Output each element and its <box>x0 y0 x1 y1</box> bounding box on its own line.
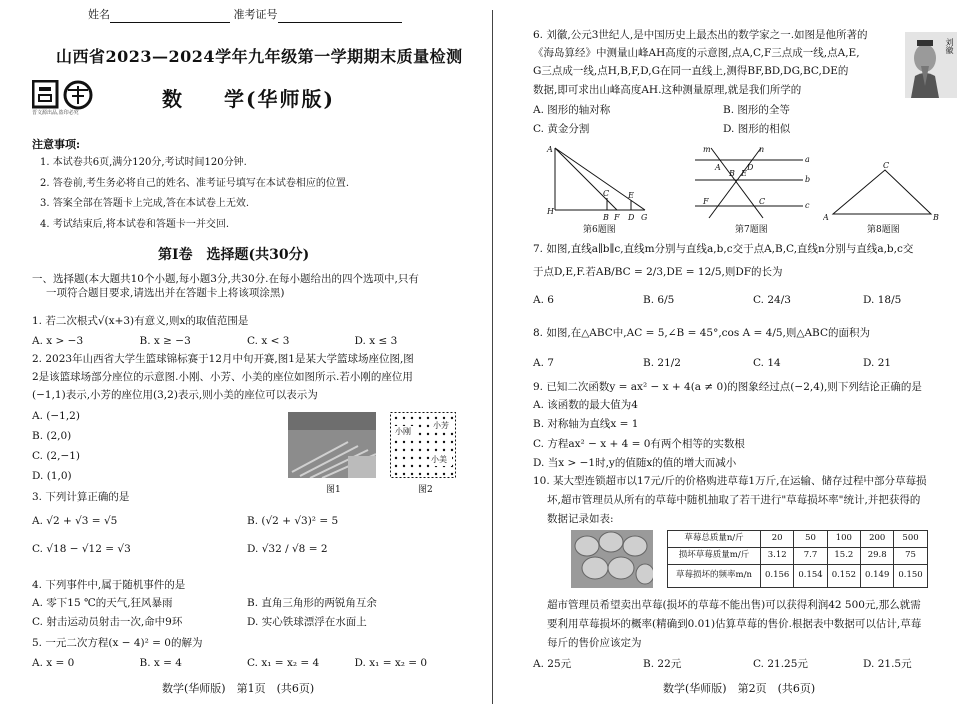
q10-stem: 数据记录如表: <box>547 513 614 526</box>
q9-options <box>533 398 973 470</box>
stadium-photo <box>288 412 376 478</box>
question-7 <box>533 242 973 308</box>
svg-text:E: E <box>741 169 747 178</box>
section-title: 第Ⅰ卷 选择题(共30分) <box>158 247 310 263</box>
fig7-caption: 第7题图 <box>735 225 768 235</box>
svg-text:E: E <box>628 191 634 200</box>
question-10 <box>533 474 973 527</box>
id-label: 准考证号 <box>233 8 278 21</box>
fig1-caption: 图1 <box>326 485 341 495</box>
option[interactable]: D. 实心铁球漂浮在水面上 <box>247 616 367 629</box>
subject-part-b: 学(华师版) <box>224 87 335 111</box>
q7-options <box>533 293 973 307</box>
q2-stem: 2是该篮球场部分座位的示意图.小刚、小芳、小美的座位如图所示.若小刚的座位用 <box>32 371 413 384</box>
q7-stem: 于点D,E,F.若AB/BC = 2/3,DE = 12/5,则DF的长为 <box>533 266 783 279</box>
option[interactable]: B. x = 4 <box>139 657 182 670</box>
svg-text:B: B <box>603 213 609 222</box>
notice-item: 2. 答卷前,考生务必将自己的姓名、准考证号填写在本试卷相应的位置. <box>40 177 350 189</box>
table-cell: 200 <box>861 531 894 548</box>
option[interactable]: D. √32 / √8 = 2 <box>247 543 328 556</box>
svg-text:A: A <box>547 146 553 154</box>
svg-text:D: D <box>628 213 635 222</box>
row-label: 损坏草莓质量m/斤 <box>668 548 761 565</box>
option[interactable]: A. 该函数的最大值为4 <box>533 399 638 412</box>
q4-options <box>32 596 462 629</box>
label-xiaogang: 小刚 <box>395 427 411 436</box>
q6-line: 数据,即可求出山峰高度AH.这种测量原理,就是我们所学的 <box>533 83 802 96</box>
option[interactable]: A. 零下15 ℃的天气,狂风暴雨 <box>32 597 173 610</box>
fig6-caption: 第6题图 <box>583 225 616 235</box>
svg-text:A: A <box>823 213 829 222</box>
table-row <box>668 531 928 548</box>
option[interactable]: C. 射击运动员射击一次,命中9环 <box>32 616 183 629</box>
question-4 <box>32 578 462 630</box>
option[interactable]: B. 直角三角形的两锐角互余 <box>247 597 377 610</box>
option[interactable]: C. 黄金分割 <box>533 122 590 135</box>
name-line <box>110 10 230 23</box>
option[interactable]: B. 对称轴为直线x = 1 <box>533 418 639 431</box>
intro-line: 一项符合题目要求,请选出并在答题卡上将该项涂黑) <box>46 287 285 300</box>
svg-text:D: D <box>747 163 754 172</box>
exam-title: 山西省2023—2024学年九年级第一学期期末质量检测 <box>56 47 463 66</box>
q4-stem: 4. 下列事件中,属于随机事件的是 <box>32 579 186 591</box>
q3-options <box>32 514 462 556</box>
option[interactable]: A. (−1,2) <box>32 409 80 422</box>
fig7-diagram <box>691 146 811 222</box>
svg-text:n: n <box>759 146 765 154</box>
label-xiaomei: 小美 <box>431 455 447 464</box>
q7-stem: 7. 如图,直线a∥b∥c,直线m分别与直线a,b,c交于点A,B,C,直线n分别与直线a,b,c交 <box>533 243 914 255</box>
q6-line: 6. 刘徽,公元3世纪人,是中国历史上最杰出的数学家之一.如图是他所著的 <box>533 29 868 41</box>
q8-stem: 8. 如图,在△ABC中,AC = 5,∠B = 45°,cos A = 4/5,则△ABC的面积为 <box>533 327 870 339</box>
q1-options <box>32 334 462 348</box>
fig8-diagram <box>823 160 943 222</box>
option[interactable]: D. x ≤ 3 <box>354 335 398 348</box>
name-label: 姓名 <box>88 8 110 21</box>
option[interactable]: D. 18/5 <box>863 294 902 307</box>
table-cell: 15.2 <box>827 548 860 565</box>
option[interactable]: B. 21/2 <box>643 357 681 370</box>
table-cell: 100 <box>827 531 860 548</box>
svg-text:m: m <box>703 146 711 154</box>
question-3 <box>32 490 462 556</box>
table-cell: 75 <box>894 548 927 565</box>
option[interactable]: A. 25元 <box>533 657 572 670</box>
fig6-diagram <box>545 146 655 222</box>
publisher-logo <box>32 80 106 118</box>
table-cell: 500 <box>894 531 927 548</box>
table-cell: 0.150 <box>894 565 927 588</box>
svg-text:F: F <box>703 197 709 206</box>
option[interactable]: C. 14 <box>753 357 781 370</box>
option[interactable]: B. x ≥ −3 <box>139 335 191 348</box>
table-cell: 3.12 <box>761 548 794 565</box>
option[interactable]: A. x = 0 <box>32 657 75 670</box>
logo-tag: 晋文源出品,盗印必究 <box>32 110 79 116</box>
footer-page-2: 数学(华师版) 第2页 (共6页) <box>663 682 816 695</box>
q1-stem: 1. 若二次根式√(x+3)有意义,则x的取值范围是 <box>32 315 249 327</box>
table-row <box>668 565 928 588</box>
q6-line: 《海岛算经》中测量山峰AH高度的示意图,点A,C,F三点成一线,点A,E, <box>533 47 860 60</box>
question-8 <box>533 326 973 370</box>
option[interactable]: C. √18 − √12 = √3 <box>32 543 131 556</box>
q2-stem: (−1,1)表示,小芳的座位用(3,2)表示,则小美的座位可以表示为 <box>32 389 318 402</box>
svg-text:C: C <box>883 161 890 170</box>
notice-item: 3. 答案全部在答题卡上完成,答在本试卷上无效. <box>40 198 250 209</box>
svg-text:A: A <box>715 163 721 172</box>
q10-text: 超市管理员希望卖出草莓(损坏的草莓不能出售)可以获得利润42 500元,那么就需 <box>547 599 921 611</box>
table-cell: 50 <box>794 531 827 548</box>
table-cell: 0.154 <box>794 565 827 588</box>
fig2-caption: 图2 <box>418 485 433 495</box>
strawberry-photo <box>571 530 653 588</box>
svg-text:C: C <box>603 189 610 198</box>
q5-options <box>32 656 462 670</box>
svg-text:c: c <box>805 201 810 210</box>
option[interactable]: C. x₁ = x₂ = 4 <box>247 657 320 670</box>
option[interactable]: C. 24/3 <box>753 294 791 307</box>
option[interactable]: C. 21.25元 <box>753 657 808 670</box>
seat-grid <box>390 412 456 478</box>
notice-title: 注意事项: <box>32 138 81 151</box>
svg-text:b: b <box>805 175 811 184</box>
liuhui-portrait <box>905 32 957 98</box>
q9-stem: 9. 已知二次函数y = ax² − x + 4(a ≠ 0)的图象经过点(−2,4),则下列结论正确的是 <box>533 381 922 393</box>
question-6 <box>533 28 903 136</box>
option[interactable]: A. 7 <box>533 357 554 370</box>
option[interactable]: B. 22元 <box>643 657 682 670</box>
option[interactable]: D. x₁ = x₂ = 0 <box>354 657 428 670</box>
table-cell: 20 <box>761 531 794 548</box>
row-label: 草莓总质量n/斤 <box>668 531 761 548</box>
option[interactable]: D. 当x > −1时,y的值随x的值的增大而减小 <box>533 456 737 469</box>
svg-text:a: a <box>805 155 810 164</box>
question-9 <box>533 380 973 470</box>
q8-options <box>533 356 973 370</box>
option[interactable]: D. 21 <box>863 357 892 370</box>
notice-list <box>40 156 349 238</box>
svg-text:B: B <box>933 213 939 222</box>
footer-page-1: 数学(华师版) 第1页 (共6页) <box>162 682 315 695</box>
label-xiaofang: 小芳 <box>433 421 449 430</box>
svg-text:G: G <box>641 213 648 222</box>
option[interactable]: B. (√2 + √3)² = 5 <box>247 515 339 528</box>
table-cell: 29.8 <box>861 548 894 565</box>
option[interactable]: B. 6/5 <box>643 294 675 307</box>
question-1 <box>32 314 462 348</box>
table-row <box>668 548 928 565</box>
fig8-caption: 第8题图 <box>867 225 900 235</box>
question-5 <box>32 636 462 670</box>
option[interactable]: A. √2 + √3 = √5 <box>32 515 118 528</box>
option[interactable]: D. 21.5元 <box>863 657 912 670</box>
svg-text:B: B <box>729 169 735 178</box>
notice-item: 4. 考试结束后,将本试卷和答题卡一并交回. <box>40 218 230 230</box>
option[interactable]: D. (1,0) <box>32 470 72 483</box>
q10-text: 每斤的售价应该定为 <box>547 637 642 650</box>
svg-text:C: C <box>759 197 766 206</box>
intro-line: 一、选择题(本大题共10个小题,每小题3分,共30分.在每小题给出的四个选项中,只有 <box>32 273 419 285</box>
logo-icon <box>32 80 106 110</box>
q10-options <box>533 657 973 671</box>
svg-text:H: H <box>547 207 554 216</box>
q10-text: 要利用草莓损坏的概率(精确到0.01)估算草莓的售价.根据表中数据可以估计,草莓 <box>547 618 922 631</box>
table-cell: 0.156 <box>761 565 794 588</box>
option[interactable]: B. (2,0) <box>32 429 72 442</box>
portrait-label: 刘徽 <box>945 38 954 54</box>
option[interactable]: C. 方程ax² − x + 4 = 0有两个相等的实数根 <box>533 437 745 450</box>
table-cell: 0.152 <box>827 565 860 588</box>
option[interactable]: A. 图形的轴对称 <box>533 103 611 116</box>
q3-stem: 3. 下列计算正确的是 <box>32 491 130 503</box>
question-10-cont <box>533 598 973 671</box>
svg-text:F: F <box>614 213 620 222</box>
option[interactable]: C. (2,−1) <box>32 449 81 462</box>
section-intro <box>32 272 462 300</box>
q5-stem: 5. 一元二次方程(x − 4)² = 0的解为 <box>32 637 203 649</box>
q2-stem: 2. 2023年山西省大学生篮球锦标赛于12月中旬开赛,图1是某大学篮球场座位图,图 <box>32 353 414 365</box>
option[interactable]: A. 6 <box>533 294 554 307</box>
q6-options <box>533 103 913 136</box>
option[interactable]: A. x > −3 <box>32 335 84 348</box>
subject-title <box>162 86 335 113</box>
option[interactable]: D. 图形的相似 <box>723 122 791 135</box>
id-line <box>278 10 402 23</box>
column-divider <box>492 10 493 704</box>
q10-stem: 坏,超市管理员从所有的草莓中随机抽取了若干进行"草莓损坏率"统计,并把获得的 <box>547 494 921 507</box>
strawberry-table <box>667 530 928 588</box>
right-column <box>495 0 978 714</box>
table-cell: 7.7 <box>794 548 827 565</box>
name-bar <box>88 8 402 23</box>
subject-part-a: 数 <box>162 87 184 111</box>
q10-stem: 10. 某大型连锁超市以17元/斤的价格购进草莓1万斤,在运输、储存过程中部分草莓损 <box>533 475 927 487</box>
option[interactable]: B. 图形的全等 <box>723 103 790 116</box>
notice-item: 1. 本试卷共6页,满分120分,考试时间120分钟. <box>40 157 247 168</box>
q6-line: G三点成一线,点H,B,F,D,G在同一直线上,测得BF,BD,DG,BC,DE的 <box>533 65 849 78</box>
table-cell: 0.149 <box>861 565 894 588</box>
option[interactable]: C. x < 3 <box>247 335 290 348</box>
row-label: 草莓损坏的频率m/n <box>668 565 761 588</box>
